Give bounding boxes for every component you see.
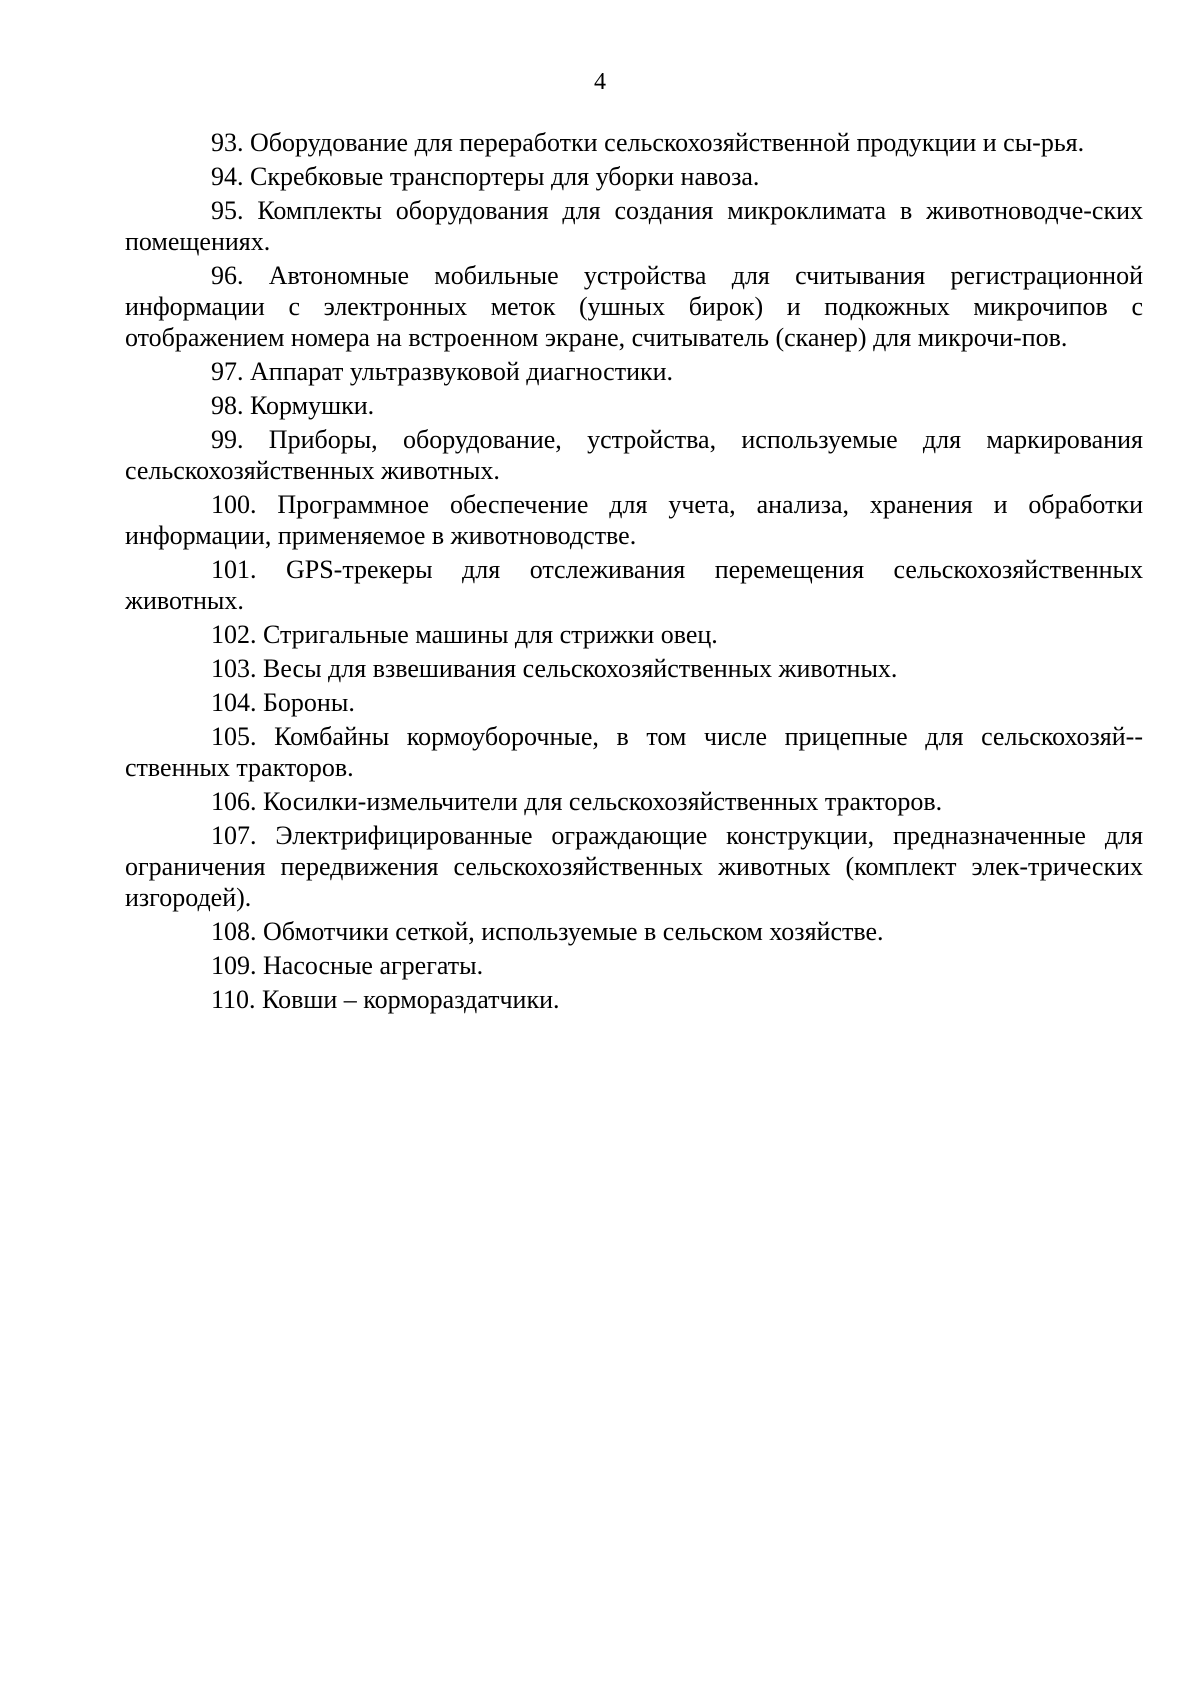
list-item: 103. Весы для взвешивания сельскохозяйственных животных.: [211, 654, 898, 683]
list-item: 98. Кормушки.: [211, 391, 375, 420]
list-item: 106. Косилки-измельчители для сельскохозяйственных тракторов.: [211, 787, 943, 816]
list-item: 97. Аппарат ультразвуковой диагностики.: [211, 357, 674, 386]
list-item: 94. Скребковые транспортеры для уборки навоза.: [211, 162, 760, 191]
list-item: 102. Стригальные машины для стрижки овец.: [211, 620, 718, 649]
list-item: 107. Электрифицированные ограждающие конструкции, предназначенные для ограничения передвижения сельскохозяйственных животных (комплект элек-трических изгородей).: [125, 821, 1143, 912]
page-number: 4: [594, 69, 606, 95]
list-item: 93. Оборудование для переработки сельскохозяйственной продукции и сы-рья.: [211, 128, 1085, 157]
document-body: [125, 127, 1143, 1018]
list-item: 105. Комбайны кормоуборочные, в том числе прицепные для сельскохозяй-ственных тракторов.: [125, 722, 1143, 782]
list-item: 101. GPS-трекеры для отслеживания перемещения сельскохозяйственных животных.: [125, 555, 1143, 615]
list-item: 96. Автономные мобильные устройства для считывания регистрационной информации с электронных меток (ушных бирок) и подкожных микрочипов с отображением номера на встроенном экране, считыватель (сканер) для микрочи-пов.: [125, 261, 1143, 352]
list-item: 108. Обмотчики сеткой, используемые в сельском хозяйстве.: [211, 917, 884, 946]
list-item: 95. Комплекты оборудования для создания микроклимата в животноводче-ских помещениях.: [125, 196, 1143, 256]
list-item: 99. Приборы, оборудование, устройства, используемые для маркирования сельскохозяйственных животных.: [125, 425, 1143, 485]
list-item: 110. Ковши – кормораздатчики.: [211, 985, 560, 1014]
list-item: 104. Бороны.: [211, 688, 355, 717]
list-item: 109. Насосные агрегаты.: [211, 951, 484, 980]
list-item: 100. Программное обеспечение для учета, анализа, хранения и обработки информации, применяемое в животноводстве.: [125, 490, 1143, 550]
